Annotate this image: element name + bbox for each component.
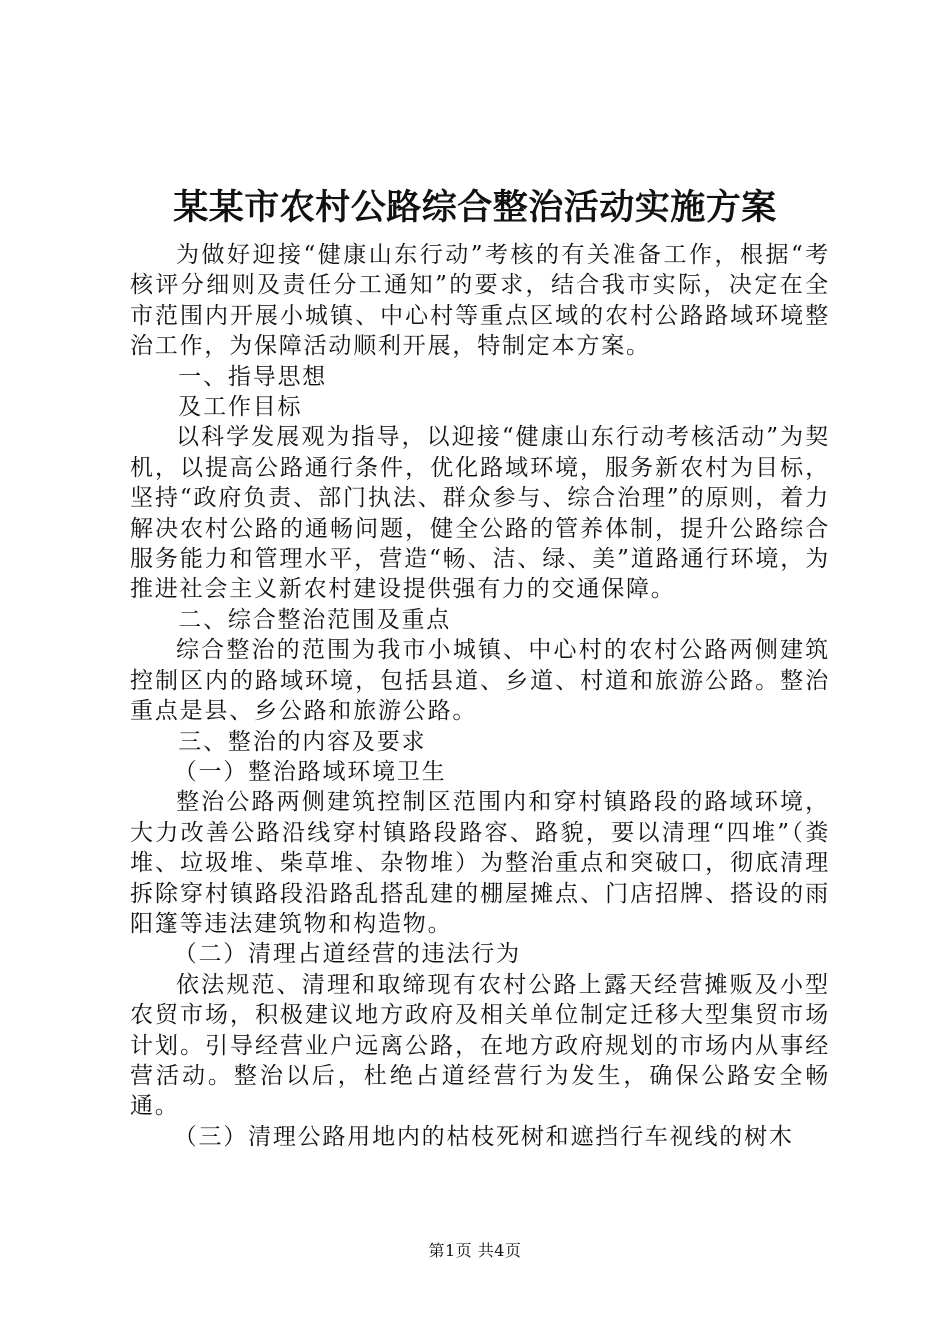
section-heading-3: 三、整治的内容及要求 <box>178 728 427 755</box>
document-body <box>130 240 830 1152</box>
page-footer: 第1页 共4页 <box>428 1241 522 1260</box>
subsection-heading-2: （二）清理占道经营的违法行为 <box>173 941 521 968</box>
subsection-heading-1: （一）整治路域环境卫生 <box>173 758 447 785</box>
section-heading-2: 二、综合整治范围及重点 <box>178 606 452 633</box>
paragraph-intro: 为做好迎接“健康山东行动”考核的有关准备工作，根据“考核评分细则及责任分工通知”的要求，结合我市实际，决定在全市范围内开展小城镇、中心村等重点区域的农村公路路域环境整治工作，为保障活动顺利开展，特制定本方案。 <box>130 242 830 360</box>
section-heading-1-continued: 及工作目标 <box>178 394 303 421</box>
subsection-heading-3: （三）清理公路用地内的枯枝死树和遮挡行车视线的树木 <box>173 1123 794 1150</box>
paragraph-street-vending: 依法规范、清理和取缔现有农村公路上露天经营摊贩及小型农贸市场，积极建议地方政府及相关单位制定迁移大型集贸市场计划。引导经营业户远离公路，在地方政府规划的市场内从事经营活动。整治以后，杜绝占道经营行为发生，确保公路安全畅通。 <box>130 971 830 1120</box>
document-title: 某某市农村公路综合整治活动实施方案 <box>173 187 777 228</box>
section-heading-1: 一、指导思想 <box>178 363 328 390</box>
paragraph-guiding-principles: 以科学发展观为指导，以迎接“健康山东行动考核活动”为契机，以提高公路通行条件，优化路域环境，服务新农村为目标，坚持“政府负责、部门执法、群众参与、综合治理”的原则，着力解决农村公路的通畅问题，健全公路的管养体制，提升公路综合服务能力和管理水平，营造“畅、洁、绿、美”道路通行环境，为推进社会主义新农村建设提供强有力的交通保障。 <box>130 424 830 603</box>
paragraph-scope: 综合整治的范围为我市小城镇、中心村的农村公路两侧建筑控制区内的路域环境，包括县道、乡道、村道和旅游公路。整治重点是县、乡公路和旅游公路。 <box>130 637 830 725</box>
paragraph-sanitation: 整治公路两侧建筑控制区范围内和穿村镇路段的路域环境，大力改善公路沿线穿村镇路段路容、路貌，要以清理“四堆”（粪堆、垃圾堆、柴草堆、杂物堆）为整治重点和突破口，彻底清理拆除穿村镇路段沿路乱搭乱建的棚屋摊点、门店招牌、搭设的雨阳篷等违法建筑物和构造物。 <box>130 789 830 937</box>
